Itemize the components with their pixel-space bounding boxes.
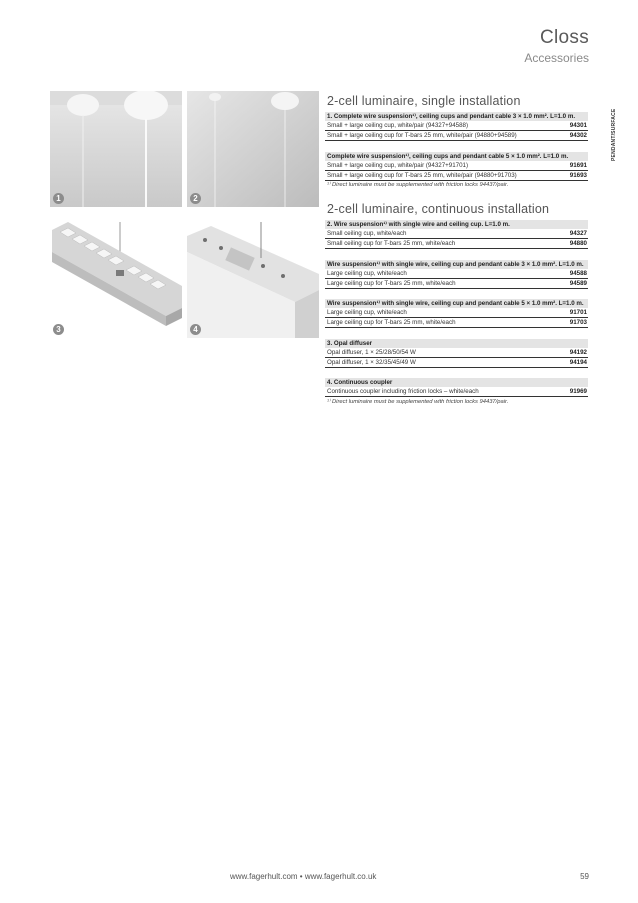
table-row bbox=[325, 308, 588, 318]
photo-number-badge: 4 bbox=[190, 324, 201, 335]
row-description: Small + large ceiling cup, white/pair (94327+94588) bbox=[327, 122, 469, 129]
table-row bbox=[325, 269, 588, 279]
row-description: Large ceiling cup, white/each bbox=[327, 309, 407, 316]
row-code: 91693 bbox=[569, 172, 587, 179]
row-description: Opal diffuser, 1 × 32/35/45/49 W bbox=[327, 359, 416, 366]
side-tab-label: PENDANT/SURFACE bbox=[611, 108, 617, 161]
table-row bbox=[325, 229, 588, 239]
ceiling-cup-wire-photo-image bbox=[187, 91, 319, 207]
ceiling-cup-photo bbox=[50, 91, 182, 207]
page-subtitle: Accessories bbox=[524, 51, 589, 65]
table-row bbox=[325, 387, 588, 397]
table-row bbox=[325, 171, 588, 181]
row-description: Small + large ceiling cup, white/pair (94327+91701) bbox=[327, 162, 469, 169]
photo-number-badge: 2 bbox=[190, 193, 201, 204]
section-heading-single: 2-cell luminaire, single installation bbox=[327, 94, 521, 108]
row-code: 91691 bbox=[569, 162, 587, 169]
row-code: 91969 bbox=[569, 388, 587, 395]
table-row bbox=[325, 318, 588, 328]
row-description: Large ceiling cup, white/each bbox=[327, 270, 407, 277]
group-title-band bbox=[325, 260, 588, 269]
row-description: Opal diffuser, 1 × 25/28/50/54 W bbox=[327, 349, 416, 356]
continuous-coupler-photo-image bbox=[187, 222, 319, 338]
group-title: 3. Opal diffuser bbox=[327, 340, 373, 347]
row-code: 94880 bbox=[569, 240, 587, 247]
group-title-band bbox=[325, 220, 588, 229]
group-title-band bbox=[325, 112, 588, 121]
luminaire-suspension-photo bbox=[50, 222, 182, 338]
row-description: Continuous coupler including friction locks – white/each bbox=[327, 388, 479, 395]
group-title-band bbox=[325, 299, 588, 308]
group-title-band bbox=[325, 152, 588, 161]
group-title: 1. Complete wire suspension¹⁾, ceiling cups and pendant cable 3 × 1.0 mm². L=1.0 m. bbox=[327, 113, 576, 120]
table-row bbox=[325, 358, 588, 368]
continuous-coupler-photo bbox=[187, 222, 319, 338]
table-row bbox=[325, 239, 588, 249]
row-description: Large ceiling cup for T-bars 25 mm, white/each bbox=[327, 280, 456, 287]
row-code: 91701 bbox=[569, 309, 587, 316]
ceiling-cup-wire-photo bbox=[187, 91, 319, 207]
group-title: Complete wire suspension¹⁾, ceiling cups and pendant cable 5 × 1.0 mm². L=1.0 m. bbox=[327, 153, 569, 160]
group-title: Wire suspension¹⁾ with single wire, ceiling cup and pendant cable 3 × 1.0 mm². L=1.0 m. bbox=[327, 261, 584, 268]
luminaire-suspension-photo-image bbox=[50, 222, 182, 338]
group-title: 2. Wire suspension¹⁾ with single wire and ceiling cup. L=1.0 m. bbox=[327, 221, 510, 228]
row-code: 94302 bbox=[569, 132, 587, 139]
row-description: Small ceiling cup for T-bars 25 mm, white/each bbox=[327, 240, 456, 247]
group-title-band bbox=[325, 339, 588, 348]
group-title: Wire suspension¹⁾ with single wire, ceiling cup and pendant cable 5 × 1.0 mm². L=1.0 m. bbox=[327, 300, 584, 307]
row-description: Small + large ceiling cup for T-bars 25 mm, white/pair (94880+94589) bbox=[327, 132, 517, 139]
table-row bbox=[325, 131, 588, 141]
group-title-band bbox=[325, 378, 588, 387]
side-tab bbox=[606, 104, 618, 164]
row-code: 94194 bbox=[569, 359, 587, 366]
row-description: Small ceiling cup, white/each bbox=[327, 230, 407, 237]
footnote: ¹⁾ Direct luminaire must be supplemented with friction locks 94437/pair. bbox=[327, 399, 509, 405]
photo-number-badge: 1 bbox=[53, 193, 64, 204]
section-heading-continuous: 2-cell luminaire, continuous installation bbox=[327, 202, 550, 216]
photo-number-badge: 3 bbox=[53, 324, 64, 335]
table-row bbox=[325, 121, 588, 131]
ceiling-cup-photo-image bbox=[50, 91, 182, 207]
row-code: 94327 bbox=[569, 230, 587, 237]
table-row bbox=[325, 161, 588, 171]
row-code: 94589 bbox=[569, 280, 587, 287]
group-title: 4. Continuous coupler bbox=[327, 379, 393, 386]
row-description: Small + large ceiling cup for T-bars 25 mm, white/pair (94880+91703) bbox=[327, 172, 517, 179]
page-number: 59 bbox=[580, 872, 589, 881]
row-code: 94588 bbox=[569, 270, 587, 277]
row-code: 94192 bbox=[569, 349, 587, 356]
footnote: ¹⁾ Direct luminaire must be supplemented with friction locks 94437/pair. bbox=[327, 182, 509, 188]
row-description: Large ceiling cup for T-bars 25 mm, white/each bbox=[327, 319, 456, 326]
table-row bbox=[325, 279, 588, 289]
footer-links[interactable]: www.fagerhult.com • www.fagerhult.co.uk bbox=[230, 872, 377, 881]
brand-title: Closs bbox=[539, 27, 589, 48]
row-code: 94301 bbox=[569, 122, 587, 129]
row-code: 91703 bbox=[569, 319, 587, 326]
table-row bbox=[325, 348, 588, 358]
